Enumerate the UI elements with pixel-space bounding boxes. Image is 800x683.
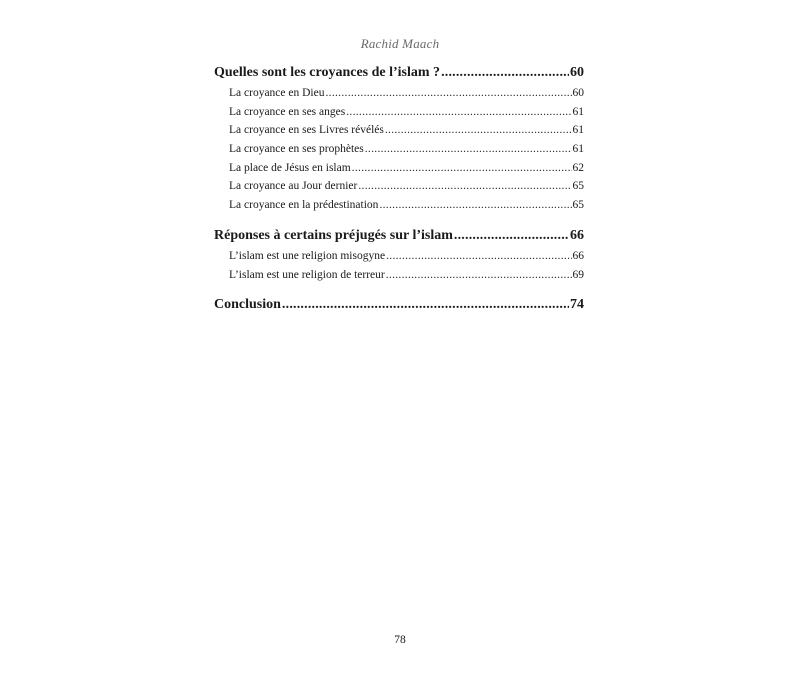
toc-section-title: Conclusion [214,297,281,313]
dot-leader [386,247,571,266]
toc-page-number: 66 [572,249,584,262]
toc-entry[interactable] [214,121,584,140]
toc-entry-title: La croyance en la prédestination [229,199,379,212]
toc-entry[interactable] [214,247,584,266]
toc-page-number: 60 [572,87,584,99]
toc-section-heading[interactable] [214,294,584,316]
toc-section [214,62,584,215]
toc-entry-title: La croyance en ses anges [229,105,346,118]
dot-leader [325,84,571,103]
toc-entry[interactable] [214,266,584,285]
dot-leader [454,225,569,247]
toc-page-number: 61 [572,105,584,118]
toc-section [214,294,584,316]
dot-leader [346,103,571,122]
toc-section-title: Quelles sont les croyances de l’islam ? [214,65,441,80]
toc-page-number: 74 [570,297,584,313]
toc-page-number: 62 [572,161,584,174]
dot-leader [379,196,571,215]
toc-section-heading[interactable] [214,225,584,247]
dot-leader [441,62,569,84]
toc-entry[interactable] [214,159,584,178]
table-of-contents [214,62,584,326]
toc-entry-title: La croyance en ses Livres révélés [229,124,384,137]
toc-section [214,225,584,284]
toc-page-number: 69 [572,268,584,281]
dot-leader [282,294,569,316]
toc-entry-title: L’islam est une religion de terreur [229,268,385,281]
toc-entry-title: La croyance en ses prophètes [229,143,364,156]
toc-page-number: 66 [570,227,584,243]
dot-leader [358,177,571,196]
toc-entry-title: La place de Jésus en islam [229,161,351,174]
toc-entry-title: La croyance en Dieu [229,87,325,99]
toc-entry-title: L’islam est une religion misogyne [229,249,386,262]
toc-entry[interactable] [214,177,584,196]
page-number: 78 [394,634,406,646]
toc-page-number: 61 [572,143,584,156]
dot-leader [352,159,572,178]
toc-entry[interactable] [214,140,584,159]
toc-page-number: 65 [572,199,584,212]
toc-page-number: 61 [572,124,584,137]
running-header-author: Rachid Maach [360,36,440,51]
toc-page-number: 65 [572,180,584,193]
toc-entry[interactable] [214,103,584,122]
toc-page-number: 60 [570,65,584,80]
dot-leader [385,121,572,140]
toc-entry[interactable] [214,84,584,103]
toc-section-heading[interactable] [214,62,584,84]
toc-entry-title: La croyance au Jour dernier [229,180,358,193]
toc-section-title: Réponses à certains préjugés sur l’islam [214,227,453,243]
dot-leader [386,266,572,285]
dot-leader [365,140,572,159]
toc-entry[interactable] [214,196,584,215]
